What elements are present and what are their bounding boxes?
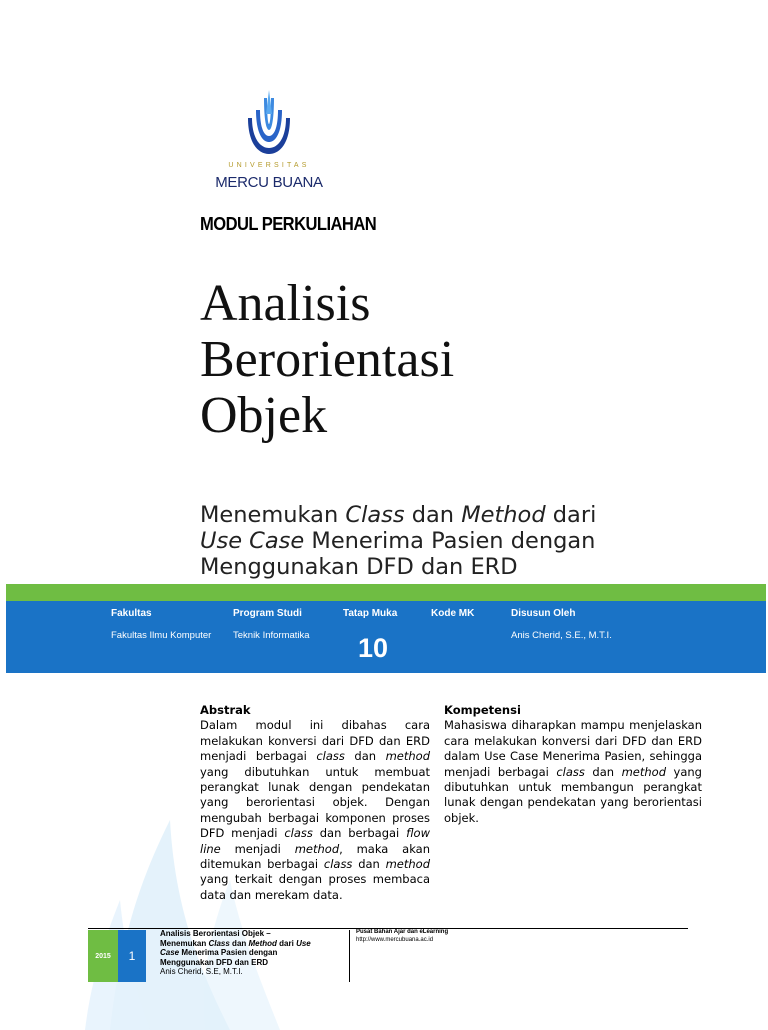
university-name: MERCU BUANA — [215, 174, 323, 191]
abstrak-italic: class — [323, 857, 353, 872]
footer-italic: Class — [208, 938, 230, 948]
modul-label: MODUL PERKULIAHAN — [200, 214, 377, 234]
footer-course-line: Menggunakan DFD dan ERD — [160, 957, 269, 967]
abstrak-text: , maka akan ditemukan berbagai — [200, 841, 430, 872]
footer-italic: Use — [296, 938, 311, 948]
footer-course-title — [160, 929, 350, 977]
footer-publisher — [356, 929, 448, 944]
title-line-3: Objek — [200, 387, 328, 444]
kompetensi-text: dan — [584, 764, 622, 779]
green-divider-bar — [6, 584, 766, 601]
footer-url-link[interactable]: http://www.mercubuana.ac.id — [356, 936, 434, 943]
footer-divider — [349, 930, 350, 982]
tatap-muka-value: 10 — [358, 633, 389, 663]
abstrak-text: dan berbagai — [312, 826, 407, 841]
fakultas-label: Fakultas — [111, 608, 152, 619]
footer-text: Menemukan — [160, 938, 209, 948]
abstrak-text: yang dibutuhkan untuk membuat perangkat lunak dengan pendekatan yang berorientasi objek. Dengan mengubah berbagai komponen proses DFD menjadi — [200, 764, 430, 841]
abstrak-italic: method — [294, 841, 340, 856]
footer-text: Menerima Pasien dengan — [179, 948, 278, 957]
kompetensi-section — [444, 703, 702, 826]
abstrak-body — [200, 718, 430, 903]
prodi-value: Teknik Informatika — [233, 630, 310, 641]
abstrak-italic: class — [284, 826, 313, 841]
footer-author: Anis Cherid, S.E, M.T.I. — [160, 967, 243, 976]
kode-mk-column — [431, 608, 501, 619]
footer-text: dari — [276, 938, 297, 948]
abstrak-text: Dalam modul ini dibahas cara melakukan konversi dari DFD dan ERD menjadi berbagai — [200, 718, 430, 764]
abstrak-text: dan — [352, 857, 386, 872]
footer-course-line — [160, 948, 350, 958]
kompetensi-text: yang dibutuhkan untuk membangun perangkat lunak dengan pendekatan yang berorientasi objek. — [444, 764, 702, 825]
subtitle-text: Menemukan — [200, 502, 346, 528]
abstrak-text: menjadi — [220, 841, 295, 856]
kompetensi-text: Mahasiswa diharapkan mampu menjelaskan cara melakukan konversi dari DFD dan ERD dalam Use Case Menerima Pasien, sehingga menjadi berbagai — [444, 718, 702, 779]
subtitle-text: Menggunakan DFD dan ERD — [200, 554, 518, 580]
footer-year: 2015 — [88, 930, 118, 982]
page-footer — [88, 928, 688, 982]
subtitle-italic: Method — [461, 502, 546, 528]
tatap-muka-column — [343, 608, 423, 619]
subtitle-text: Menerima Pasien dengan — [304, 528, 596, 554]
abstrak-italic: flow line — [200, 826, 430, 856]
disusun-column — [511, 608, 711, 643]
kompetensi-italic: class — [556, 764, 585, 779]
kompetensi-body — [444, 718, 702, 826]
disusun-label: Disusun Oleh — [511, 608, 576, 619]
footer-text: dan — [229, 938, 249, 948]
abstrak-text: dan — [344, 749, 386, 764]
subtitle-italic: Use Case — [200, 528, 305, 554]
fakultas-column — [111, 608, 221, 643]
disusun-value: Anis Cherid, S.E., M.T.I. — [511, 630, 612, 641]
footer-course-line: Analisis Berorientasi Objek – — [160, 929, 271, 938]
footer-italic: Case — [160, 948, 180, 957]
page-title — [200, 276, 454, 444]
fakultas-value: Fakultas Ilmu Komputer — [111, 630, 212, 641]
abstrak-text: yang terkait dengan proses membaca data dan merekam data. — [200, 872, 430, 902]
footer-course-line — [160, 939, 350, 949]
subtitle-text: dan — [404, 502, 462, 528]
tatap-muka-label: Tatap Muka — [343, 608, 398, 619]
abstrak-italic: class — [316, 749, 345, 764]
kompetensi-italic: method — [621, 764, 667, 779]
prodi-column — [233, 608, 343, 643]
subtitle-text: dari — [545, 502, 597, 528]
subtitle — [200, 502, 670, 580]
kode-mk-label: Kode MK — [431, 608, 475, 619]
footer-publisher-name: Pusat Bahan Ajar dan eLearning — [356, 929, 449, 935]
abstrak-italic: method — [385, 749, 431, 764]
subtitle-italic: Class — [345, 502, 405, 528]
title-line-2: Berorientasi — [200, 331, 455, 388]
kompetensi-title: Kompetensi — [444, 703, 521, 717]
course-info-band — [6, 601, 766, 673]
mercu-buana-emblem-icon — [200, 88, 338, 162]
footer-page-number: 1 — [118, 930, 146, 982]
abstrak-italic: method — [385, 857, 431, 872]
university-label: UNIVERSITAS — [228, 162, 310, 169]
title-line-1: Analisis — [200, 275, 371, 332]
prodi-label: Program Studi — [233, 608, 302, 619]
abstrak-title: Abstrak — [200, 703, 251, 717]
abstrak-section — [200, 703, 430, 903]
university-logo — [200, 88, 338, 198]
footer-italic: Method — [248, 938, 277, 948]
